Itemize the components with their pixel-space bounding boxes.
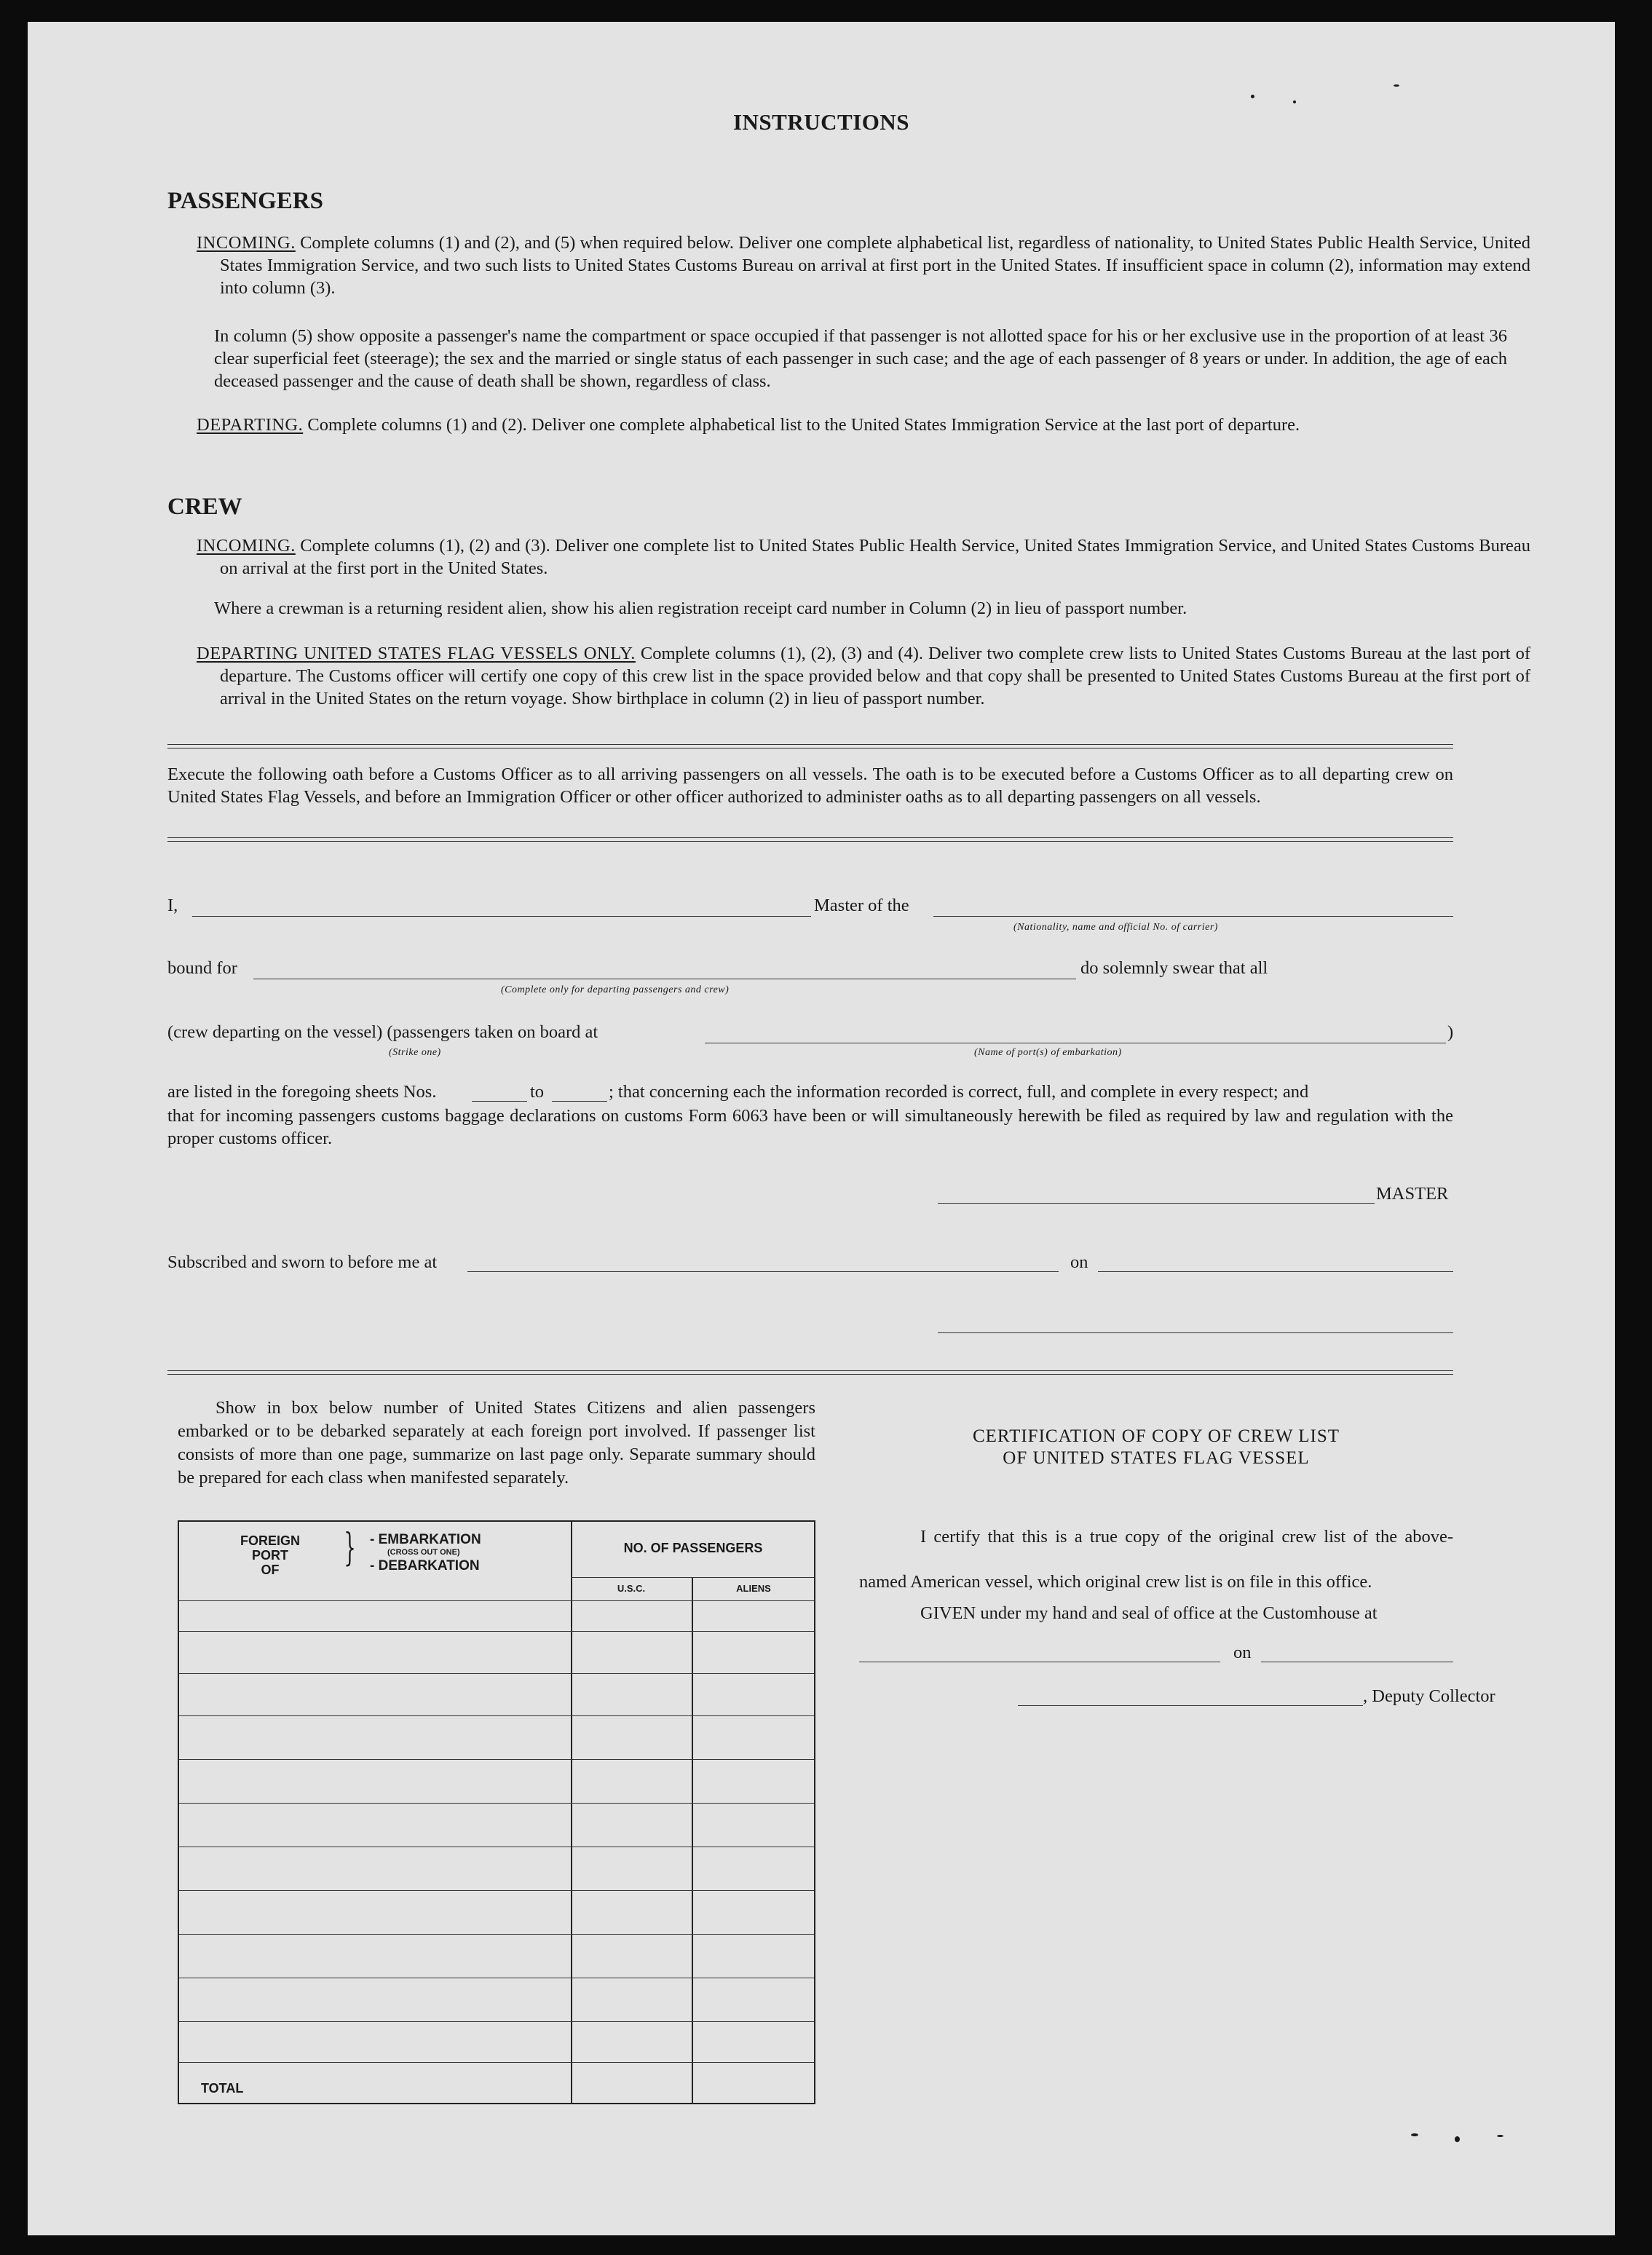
- oath-i-label: I,: [167, 896, 178, 915]
- section-divider: [167, 837, 1453, 842]
- given-text: GIVEN under my hand and seal of office at the Customhouse at: [920, 1603, 1378, 1623]
- deputy-collector-label: , Deputy Collector: [1363, 1686, 1495, 1706]
- subscribed-label: Subscribed and sworn to before me at: [167, 1252, 438, 1272]
- certification-text: I certify that this is a true copy of the original crew list of the above-named American vessel, which original crew list is on file in this office.: [859, 1527, 1453, 1592]
- scan-speck: [1497, 2135, 1503, 2137]
- crew-departing-paragraph: [173, 642, 1530, 710]
- passengers-departing-lead: DEPARTING.: [197, 415, 304, 435]
- total-label: TOTAL: [201, 2081, 244, 2096]
- section-divider: [167, 1370, 1453, 1375]
- scan-speck: [1455, 2136, 1460, 2142]
- aliens-header: ALIENS: [736, 1583, 771, 1594]
- bound-for-label: bound for: [167, 958, 237, 978]
- passengers-incoming-text: Complete columns (1) and (2), and (5) when required below. Deliver one complete alphabetical list, regardless of nationality, to United States Public Health Service, United States Immigration Service, and two such lists to United States Customs Bureau on arrival at first port in the United States. If insufficient space in column (2), information may extend into column (3).: [220, 233, 1530, 298]
- sheet-from-field[interactable]: [472, 1101, 527, 1102]
- bound-for-caption: (Complete only for departing passengers and crew): [501, 984, 730, 995]
- passengers-departing-paragraph: [173, 414, 1530, 436]
- crew-departing-text: Complete columns (1), (2), (3) and (4). Deliver two complete crew lists to United States Customs Bureau at the last port of departure. The Customs officer will certify one copy of this crew list in the space provided below and that copy shall be presented to United States Customs Bureau at the first port of arrival in the United States on the return voyage. Show birthplace in column (2) in lieu of passport number.: [220, 644, 1530, 708]
- sheet-to-field[interactable]: [552, 1101, 607, 1102]
- sworn-on-label: on: [1070, 1252, 1088, 1272]
- crew-departing-lead: DEPARTING UNITED STATES FLAG VESSELS ONLY.: [197, 644, 636, 663]
- cross-out-note: (CROSS OUT ONE): [387, 1548, 460, 1557]
- brace-icon: }: [344, 1526, 356, 1570]
- listed-text-3: that for incoming passengers customs baggage declarations on customs Form 6063 have been or will simultaneously herewith be filed as required by law and regulation with the proper customs officer.: [167, 1106, 1453, 1148]
- certification-title: CERTIFICATION OF COPY OF CREW LIST OF UNITED STATES FLAG VESSEL: [972, 1426, 1340, 1468]
- summary-instructions: Show in box below number of United States Citizens and alien passengers embarked or to be debarked separately at each foreign port involved. If passenger list consists of more than one page, summarize on last page only. Separate summary should be prepared for each class when manifested separately.: [178, 1398, 815, 1488]
- passengers-header: NO. OF PASSENGERS: [623, 1541, 763, 1555]
- swear-label: do solemnly swear that all: [1080, 958, 1268, 978]
- embarkation-label: - EMBARKATION: [370, 1532, 481, 1547]
- scan-speck: [1293, 100, 1296, 103]
- usc-header: U.S.C.: [617, 1583, 646, 1594]
- table-row[interactable]: [179, 1803, 814, 1804]
- officer-signature-field[interactable]: [938, 1332, 1453, 1333]
- master-signature-field[interactable]: [938, 1203, 1375, 1204]
- table-row[interactable]: [179, 1631, 814, 1632]
- crew-incoming-paragraph: [173, 534, 1530, 580]
- passengers-heading: PASSENGERS: [167, 188, 323, 214]
- listed-text-1: are listed in the foregoing sheets Nos.: [167, 1082, 437, 1102]
- crew-incoming-text: Complete columns (1), (2) and (3). Deliver one complete list to United States Public Health Service, United States Immigration Service, and United States Customs Bureau on arrival at the first port in the United States.: [220, 536, 1530, 578]
- listed-text-2: ; that concerning each the information recorded is correct, full, and complete in every respect; and: [609, 1082, 1309, 1102]
- deputy-signature-field[interactable]: [1018, 1705, 1363, 1706]
- page-title: INSTRUCTIONS: [732, 109, 909, 135]
- table-row[interactable]: [179, 1715, 814, 1716]
- strike-one-caption: (Strike one): [389, 1047, 441, 1058]
- master-of-label: Master of the: [814, 896, 909, 915]
- table-row[interactable]: [179, 1934, 814, 1935]
- passengers-incoming-paragraph: [173, 232, 1530, 299]
- table-row[interactable]: [179, 1673, 814, 1674]
- carrier-caption: (Nationality, name and official No. of carrier): [1013, 922, 1218, 933]
- crew-incoming-lead: INCOMING.: [197, 536, 296, 556]
- document-page: [28, 22, 1615, 2235]
- section-divider: [167, 744, 1453, 749]
- ports-caption: (Name of port(s) of embarkation): [974, 1047, 1122, 1058]
- scan-speck: [1251, 95, 1254, 98]
- passengers-incoming-lead: INCOMING.: [197, 233, 296, 253]
- passenger-summary-table: [178, 1520, 815, 2104]
- carrier-field[interactable]: [933, 916, 1453, 917]
- crew-departing-label: (crew departing on the vessel) (passengers taken on board at: [167, 1022, 598, 1042]
- passengers-departing-text: Complete columns (1) and (2). Deliver one complete alphabetical list to the United States Immigration Service at the last port of departure.: [303, 415, 1300, 435]
- sworn-place-field[interactable]: [467, 1271, 1059, 1272]
- sworn-date-field[interactable]: [1098, 1271, 1453, 1272]
- master-name-field[interactable]: [192, 916, 811, 917]
- listed-to: to: [530, 1082, 545, 1102]
- certification-on-label: on: [1233, 1643, 1252, 1662]
- crew-resident-paragraph: Where a crewman is a returning resident alien, show his alien registration receipt card number in Column (2) in lieu of passport number.: [214, 599, 1187, 618]
- table-row[interactable]: [179, 1759, 814, 1760]
- scan-speck: [1394, 84, 1399, 87]
- table-row[interactable]: [179, 1890, 814, 1891]
- table-row[interactable]: [179, 2062, 814, 2063]
- oath-instructions: Execute the following oath before a Customs Officer as to all arriving passengers on all vessels. The oath is to be executed before a Customs Officer as to all departing crew on United States Flag Vessels, and before an Immigration Officer or other officer authorized to administer oaths as to all departing passengers on all vessels.: [167, 765, 1453, 807]
- close-paren: ): [1447, 1022, 1454, 1042]
- scan-speck: [1411, 2133, 1418, 2136]
- passengers-column5-paragraph: In column (5) show opposite a passenger's name the compartment or space occupied if that passenger is not allotted space for his or her exclusive use in the proportion of at least 36 clear superficial feet (steerage); the sex and the married or single status of each passenger in such case; and the age of each passenger of 8 years or under. In addition, the age of each deceased passenger and the cause of death shall be shown, regardless of class.: [214, 326, 1507, 391]
- crew-heading: CREW: [167, 494, 242, 520]
- master-label: MASTER: [1376, 1184, 1449, 1204]
- foreign-port-header: FOREIGN PORT OF: [240, 1533, 300, 1577]
- debarkation-label: - DEBARKATION: [370, 1558, 480, 1573]
- table-row[interactable]: [179, 2021, 814, 2022]
